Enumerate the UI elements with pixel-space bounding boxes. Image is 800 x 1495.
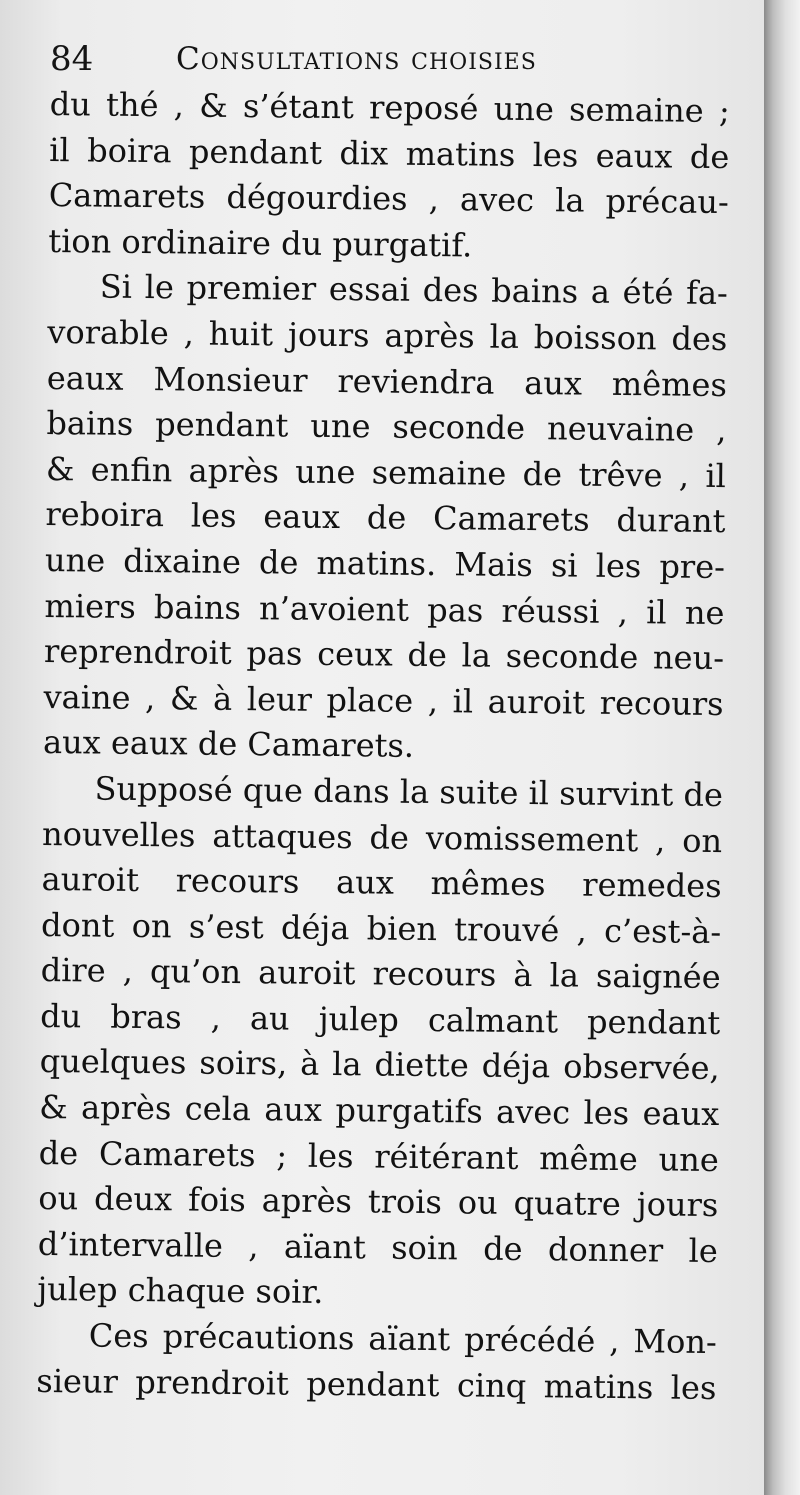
text-line: auroit recours aux mêmes remedes [41, 860, 722, 906]
text-line: il boira pendant dix matins les eaux de [49, 130, 730, 176]
text-line: vorable , huit jours après la boisson des [47, 312, 728, 359]
text-line: nouvelles attaques de vomissement , on [41, 814, 723, 860]
page-header [50, 38, 710, 80]
text-line: & après cela aux purgatifs avec les eaux [39, 1088, 720, 1134]
text-line: du bras , au julep calmant pendant [40, 996, 721, 1042]
text-line: dire , qu’on auroit recours à la saignée [40, 951, 721, 997]
text-line: bains pendant une seconde neuvaine , [46, 404, 727, 450]
text-line: aux eaux de Camarets. [42, 723, 415, 766]
paragraph-1 [48, 82, 730, 271]
text-line: quelques soirs, à la diette déja observée, [39, 1042, 720, 1088]
text-line: Ces précautions aïant précédé , Mon- [88, 1316, 718, 1362]
text-line: d’intervalle , aïant soin de donner le [37, 1224, 718, 1270]
paragraph-2 [43, 264, 728, 773]
page-number: 84 [50, 39, 94, 79]
text-line: dont on s’est déja bien trouvé , c’est-à- [40, 905, 722, 951]
text-line: une dixaine de matins. Mais si les pre- [44, 540, 726, 587]
page-edge-shadow [764, 0, 800, 1495]
text-line: Camarets dégourdies , avec la précau- [48, 176, 729, 222]
text-line: sieur prendroit pendant cinq matins les [36, 1361, 717, 1407]
text-line: tion ordinaire du purgatif. [48, 221, 473, 265]
text-line: & enfin après une semaine de trêve , il [45, 449, 727, 495]
paragraph-3 [37, 766, 723, 1320]
text-line: Si le premier essai des bains a été fa- [99, 267, 729, 313]
text-line: eaux Monsieur reviendra aux mêmes [46, 358, 728, 404]
body-text [36, 82, 730, 1411]
text-line: vaine , & à leur place , il auroit recours [43, 677, 724, 723]
text-line: reprendroit pas ceux de la seconde neu- [43, 632, 725, 678]
paragraph-4 [36, 1313, 717, 1411]
text-line: miers bains n’avoient pas réussi , il ne [44, 586, 725, 632]
text-line: de Camarets ; les réitérant même une [38, 1133, 719, 1179]
text-line: ou deux fois après trois ou quatre jours [38, 1179, 719, 1225]
running-title: Consultations choisies [176, 41, 537, 77]
text-line: julep chaque soir. [37, 1270, 324, 1312]
text-line: reboira les eaux de Camarets durant [45, 495, 726, 541]
text-line: du thé , & s’étant reposé une semaine ; [49, 84, 730, 131]
text-line: Supposé que dans la suite il survint de [94, 769, 724, 814]
